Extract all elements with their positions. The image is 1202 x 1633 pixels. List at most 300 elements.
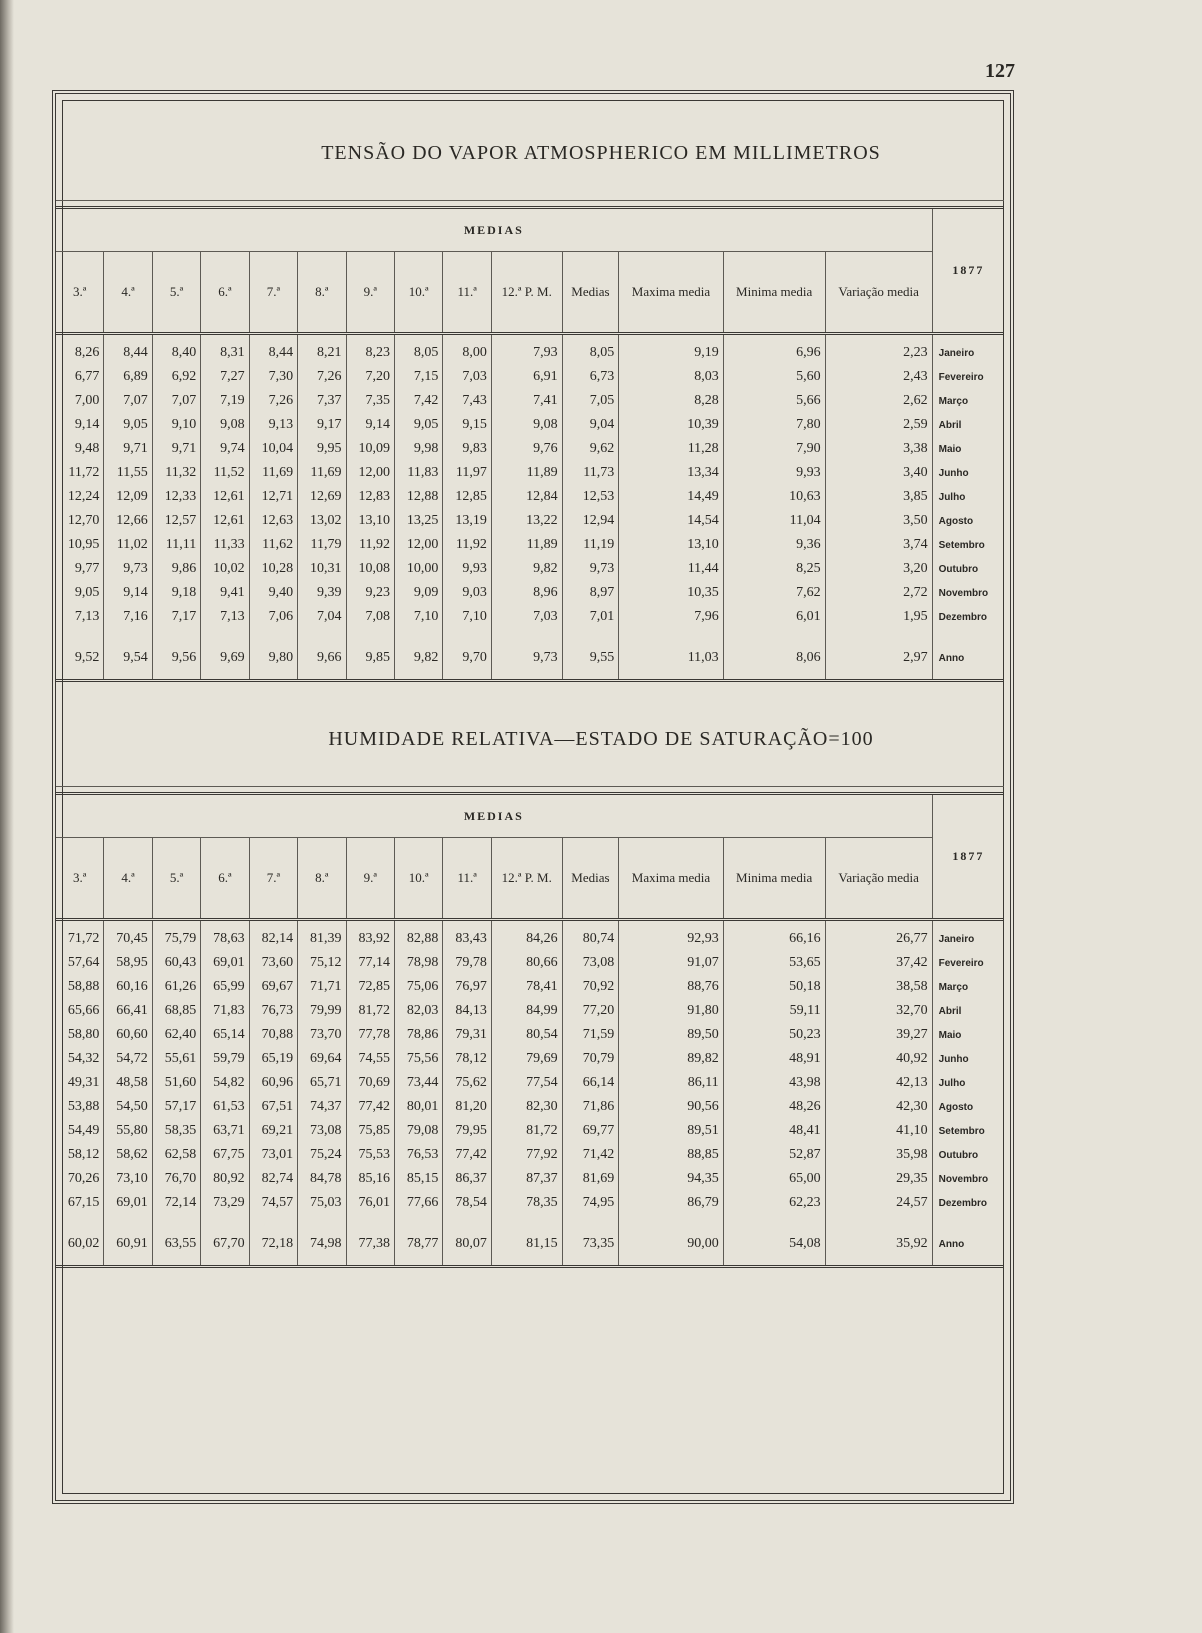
column-header: 4.ª — [104, 838, 152, 920]
table-cell: 7,26 — [298, 365, 346, 389]
table-cell: 8,26 — [74, 345, 100, 360]
table-cell: 60,96 — [249, 1071, 297, 1095]
table-cell: 84,78 — [298, 1167, 346, 1191]
table-cell: 10,63 — [723, 485, 825, 509]
table-cell: 9,98 — [394, 437, 442, 461]
column-header: 9.ª — [346, 838, 394, 920]
table-cell: 43,98 — [723, 1071, 825, 1095]
table-cell: 9,09 — [394, 581, 442, 605]
table-cell: 55,61 — [152, 1047, 200, 1071]
table-cell: 73,08 — [562, 951, 619, 975]
table-cell: 58,95 — [104, 951, 152, 975]
table-cell: 11,97 — [443, 461, 491, 485]
table-cell: 38,58 — [825, 975, 932, 999]
table-cell: 32,70 — [825, 999, 932, 1023]
table-cell: 10,28 — [249, 557, 297, 581]
table-cell: 12,84 — [491, 485, 562, 509]
row-label: Junho — [932, 461, 1004, 485]
table-cell: 12,61 — [201, 485, 249, 509]
table-cell: 48,41 — [723, 1119, 825, 1143]
spacer-cell — [932, 1215, 1004, 1229]
table-cell: 11,28 — [619, 437, 723, 461]
table-cell: 12,71 — [249, 485, 297, 509]
table-cell: 7,10 — [443, 605, 491, 629]
table-cell: 75,85 — [346, 1119, 394, 1143]
table-cell: 2,23 — [825, 334, 932, 366]
spacer-cell — [825, 629, 932, 643]
table-cell: 70,45 — [104, 920, 152, 952]
table-cell: 7,08 — [346, 605, 394, 629]
table-cell: 9,83 — [443, 437, 491, 461]
table-cell: 77,42 — [443, 1143, 491, 1167]
table-cell: 7,26 — [249, 389, 297, 413]
table-cell: 66,16 — [723, 920, 825, 952]
table-cell: 11,73 — [562, 461, 619, 485]
table-row — [56, 413, 1004, 437]
table-cell: 11,79 — [298, 533, 346, 557]
table-cell: 10,02 — [201, 557, 249, 581]
table-cell: 88,76 — [619, 975, 723, 999]
table-cell: 8,05 — [562, 334, 619, 366]
table-cell: 78,98 — [394, 951, 442, 975]
column-header: Maxima media — [619, 252, 723, 334]
table-cell: 9,14 — [346, 413, 394, 437]
table-cell: 9,10 — [152, 413, 200, 437]
table-cell: 9,95 — [298, 437, 346, 461]
spacer-cell — [491, 1215, 562, 1229]
table-cell: 7,20 — [346, 365, 394, 389]
table-cell: 84,26 — [491, 920, 562, 952]
table-cell: 81,72 — [346, 999, 394, 1023]
column-header-row — [56, 252, 1004, 334]
table-cell: 6,92 — [152, 365, 200, 389]
table-cell: 8,28 — [619, 389, 723, 413]
table-cell: 9,71 — [152, 437, 200, 461]
table-cell: 12,24 — [67, 489, 100, 504]
table-cell: 52,87 — [723, 1143, 825, 1167]
table-cell: 10,09 — [346, 437, 394, 461]
table-cell: 3,85 — [825, 485, 932, 509]
table-body — [56, 334, 1004, 681]
table-cell: 80,74 — [562, 920, 619, 952]
table-cell: 71,72 — [67, 931, 100, 946]
table-cell: 11,03 — [619, 643, 723, 681]
table-cell: 50,18 — [723, 975, 825, 999]
table-cell: 11,69 — [249, 461, 297, 485]
table-cell: 81,39 — [298, 920, 346, 952]
table-cell: 72,14 — [152, 1191, 200, 1215]
table-cell: 10,00 — [394, 557, 442, 581]
table-row — [56, 1119, 1004, 1143]
table-row — [56, 951, 1004, 975]
table-cell: 13,10 — [346, 509, 394, 533]
table-cell: 9,71 — [104, 437, 152, 461]
table-cell: 57,17 — [152, 1095, 200, 1119]
table-cell: 78,86 — [394, 1023, 442, 1047]
row-label: Março — [932, 975, 1004, 999]
table-cell: 7,27 — [201, 365, 249, 389]
table-row — [56, 365, 1004, 389]
table-cell: 12,53 — [562, 485, 619, 509]
spacer-cell — [152, 1215, 200, 1229]
table-cell: 71,42 — [562, 1143, 619, 1167]
table-cell: 9,74 — [201, 437, 249, 461]
table-cell: 7,17 — [152, 605, 200, 629]
table-cell: 7,35 — [346, 389, 394, 413]
table-cell: 78,54 — [443, 1191, 491, 1215]
table-row — [56, 920, 1004, 952]
table-cell: 86,37 — [443, 1167, 491, 1191]
table-row — [56, 334, 1004, 366]
table-cell: 12,66 — [104, 509, 152, 533]
table-cell: 69,21 — [249, 1119, 297, 1143]
table-2-top-rule — [56, 786, 1004, 787]
table-cell: 82,74 — [249, 1167, 297, 1191]
table-cell: 9,70 — [443, 643, 491, 681]
year-header: 1877 — [932, 794, 1004, 920]
table-cell: 3,50 — [825, 509, 932, 533]
table-cell: 12,83 — [346, 485, 394, 509]
table-cell: 75,56 — [394, 1047, 442, 1071]
column-header: 7.ª — [249, 838, 297, 920]
table-cell: 7,15 — [394, 365, 442, 389]
table-cell: 75,03 — [298, 1191, 346, 1215]
table-cell: 8,03 — [619, 365, 723, 389]
table-row — [56, 1023, 1004, 1047]
table-cell: 12,63 — [249, 509, 297, 533]
table-cell: 69,67 — [249, 975, 297, 999]
table-cell: 79,78 — [443, 951, 491, 975]
table-cell: 8,00 — [443, 334, 491, 366]
table-cell: 53,65 — [723, 951, 825, 975]
table-cell: 79,08 — [394, 1119, 442, 1143]
table-cell: 50,23 — [723, 1023, 825, 1047]
table-row — [56, 557, 1004, 581]
row-label: Outubro — [932, 1143, 1004, 1167]
table-cell: 9,15 — [443, 413, 491, 437]
table-cell: 11,92 — [346, 533, 394, 557]
table-cell: 9,05 — [394, 413, 442, 437]
column-header-row — [56, 838, 1004, 920]
table-cell: 75,24 — [298, 1143, 346, 1167]
table-cell: 2,62 — [825, 389, 932, 413]
table-cell: 8,25 — [723, 557, 825, 581]
column-header: 5.ª — [152, 838, 200, 920]
table-cell: 86,11 — [619, 1071, 723, 1095]
table-1-top-rule — [56, 200, 1004, 201]
table-cell: 13,22 — [491, 509, 562, 533]
table-cell: 13,10 — [619, 533, 723, 557]
table-cell: 11,33 — [201, 533, 249, 557]
table-cell: 9,66 — [298, 643, 346, 681]
table-cell: 11,11 — [152, 533, 200, 557]
table-cell: 12,57 — [152, 509, 200, 533]
table-cell: 7,07 — [152, 389, 200, 413]
column-header: 7.ª — [249, 252, 297, 334]
table-cell: 6,91 — [491, 365, 562, 389]
spacer-row — [56, 629, 1004, 643]
spacer-cell — [249, 629, 297, 643]
table-cell: 65,66 — [67, 1003, 100, 1018]
table-cell: 12,94 — [562, 509, 619, 533]
table-cell: 12,00 — [346, 461, 394, 485]
row-label: Dezembro — [932, 1191, 1004, 1215]
table-cell: 79,31 — [443, 1023, 491, 1047]
column-header: Minima media — [723, 838, 825, 920]
table-cell: 2,72 — [825, 581, 932, 605]
table-cell: 9,41 — [201, 581, 249, 605]
row-label: Julho — [932, 1071, 1004, 1095]
table-cell: 9,73 — [104, 557, 152, 581]
vapor-pressure-table — [56, 206, 1004, 682]
table-cell: 75,62 — [443, 1071, 491, 1095]
row-label: Anno — [932, 1229, 1004, 1267]
table-cell: 62,40 — [152, 1023, 200, 1047]
row-label: Janeiro — [932, 920, 1004, 952]
table-cell: 49,31 — [67, 1075, 100, 1090]
table-cell: 58,12 — [67, 1147, 100, 1162]
table-cell: 58,62 — [104, 1143, 152, 1167]
table-cell: 85,16 — [346, 1167, 394, 1191]
row-label: Julho — [932, 485, 1004, 509]
column-header: Variação media — [825, 252, 932, 334]
table-cell: 9,40 — [249, 581, 297, 605]
table-cell: 10,95 — [67, 537, 100, 552]
table-cell: 76,73 — [249, 999, 297, 1023]
table-cell: 9,14 — [74, 417, 100, 432]
table-cell: 7,42 — [394, 389, 442, 413]
spacer-cell — [394, 1215, 442, 1229]
table-cell: 7,43 — [443, 389, 491, 413]
table-cell: 12,85 — [443, 485, 491, 509]
table-cell: 60,16 — [104, 975, 152, 999]
table-cell: 9,77 — [74, 561, 100, 576]
table-cell: 73,29 — [201, 1191, 249, 1215]
table-cell: 9,05 — [104, 413, 152, 437]
table-cell: 73,08 — [298, 1119, 346, 1143]
table-cell: 1,95 — [825, 605, 932, 629]
table-cell: 54,50 — [104, 1095, 152, 1119]
table-cell: 67,51 — [249, 1095, 297, 1119]
spacer-cell — [201, 629, 249, 643]
table-cell: 11,69 — [298, 461, 346, 485]
spacer-cell — [104, 1215, 152, 1229]
table-cell: 6,96 — [723, 334, 825, 366]
table-cell: 11,55 — [104, 461, 152, 485]
table-cell: 48,26 — [723, 1095, 825, 1119]
table-cell: 7,96 — [619, 605, 723, 629]
table-cell: 29,35 — [825, 1167, 932, 1191]
table-row — [56, 605, 1004, 629]
table-cell: 60,43 — [152, 951, 200, 975]
table-cell: 12,61 — [201, 509, 249, 533]
table-2-title: HUMIDADE RELATIVA—ESTADO DE SATURAÇÃO=100 — [328, 728, 874, 750]
table-cell: 9,03 — [443, 581, 491, 605]
table-cell: 42,13 — [825, 1071, 932, 1095]
table-cell: 9,13 — [249, 413, 297, 437]
medias-group-header: MEDIAS — [56, 794, 932, 838]
table-cell: 7,13 — [201, 605, 249, 629]
table-cell: 73,60 — [249, 951, 297, 975]
spacer-cell — [201, 1215, 249, 1229]
table-cell: 73,44 — [394, 1071, 442, 1095]
table-cell: 70,92 — [562, 975, 619, 999]
table-cell: 9,08 — [201, 413, 249, 437]
table-cell: 9,76 — [491, 437, 562, 461]
table-cell: 3,38 — [825, 437, 932, 461]
table-cell: 7,06 — [249, 605, 297, 629]
table-cell: 12,00 — [394, 533, 442, 557]
table-cell: 51,60 — [152, 1071, 200, 1095]
table-row — [56, 1167, 1004, 1191]
table-cell: 41,10 — [825, 1119, 932, 1143]
table-cell: 11,52 — [201, 461, 249, 485]
spacer-cell — [562, 629, 619, 643]
table-cell: 66,41 — [104, 999, 152, 1023]
table-cell: 58,88 — [67, 979, 100, 994]
table-cell: 9,86 — [152, 557, 200, 581]
table-cell: 67,70 — [201, 1229, 249, 1267]
table-cell: 8,21 — [298, 334, 346, 366]
table-cell: 77,54 — [491, 1071, 562, 1095]
table-cell: 3,74 — [825, 533, 932, 557]
row-label: Agosto — [932, 509, 1004, 533]
table-row — [56, 1071, 1004, 1095]
row-label: Maio — [932, 437, 1004, 461]
spacer-cell — [723, 1215, 825, 1229]
spacer-cell — [825, 1215, 932, 1229]
table-cell: 11,62 — [249, 533, 297, 557]
table-cell: 7,05 — [562, 389, 619, 413]
table-cell: 8,05 — [394, 334, 442, 366]
table-cell: 60,02 — [56, 1229, 104, 1267]
table-cell: 69,64 — [298, 1047, 346, 1071]
row-label: Agosto — [932, 1095, 1004, 1119]
annual-row — [56, 1229, 1004, 1267]
table-cell: 2,43 — [825, 365, 932, 389]
table-cell: 9,62 — [562, 437, 619, 461]
table-cell: 6,73 — [562, 365, 619, 389]
table-cell: 73,10 — [104, 1167, 152, 1191]
table-cell: 71,59 — [562, 1023, 619, 1047]
column-header: Minima media — [723, 252, 825, 334]
spacer-cell — [562, 1215, 619, 1229]
column-header: 4.ª — [104, 252, 152, 334]
table-cell: 89,51 — [619, 1119, 723, 1143]
table-cell: 9,80 — [249, 643, 297, 681]
table-cell: 35,92 — [825, 1229, 932, 1267]
row-label: Fevereiro — [932, 951, 1004, 975]
table-cell: 13,25 — [394, 509, 442, 533]
table-cell: 11,02 — [104, 533, 152, 557]
table-cell: 7,01 — [562, 605, 619, 629]
spacer-cell — [346, 629, 394, 643]
table-cell: 68,85 — [152, 999, 200, 1023]
table-cell: 80,66 — [491, 951, 562, 975]
row-label: Março — [932, 389, 1004, 413]
table-cell: 74,98 — [298, 1229, 346, 1267]
table-cell: 79,99 — [298, 999, 346, 1023]
table-cell: 9,48 — [74, 441, 100, 456]
row-label: Novembro — [932, 581, 1004, 605]
table-cell: 8,06 — [723, 643, 825, 681]
table-cell: 54,72 — [104, 1047, 152, 1071]
column-header: 6.ª — [201, 252, 249, 334]
table-cell: 55,80 — [104, 1119, 152, 1143]
row-label: Fevereiro — [932, 365, 1004, 389]
spacer-cell — [152, 629, 200, 643]
table-cell: 78,63 — [201, 920, 249, 952]
table-cell: 9,04 — [562, 413, 619, 437]
table-cell: 77,14 — [346, 951, 394, 975]
table-cell: 6,89 — [104, 365, 152, 389]
table-cell: 90,56 — [619, 1095, 723, 1119]
table-cell: 74,37 — [298, 1095, 346, 1119]
table-cell: 12,09 — [104, 485, 152, 509]
table-cell: 94,35 — [619, 1167, 723, 1191]
table-cell: 11,32 — [152, 461, 200, 485]
table-cell: 8,97 — [562, 581, 619, 605]
table-row — [56, 581, 1004, 605]
table-cell: 84,99 — [491, 999, 562, 1023]
row-label: Abril — [932, 999, 1004, 1023]
relative-humidity-table — [56, 792, 1004, 1268]
row-label: Abril — [932, 413, 1004, 437]
table-cell: 85,15 — [394, 1167, 442, 1191]
table-row — [56, 389, 1004, 413]
table-cell: 40,92 — [825, 1047, 932, 1071]
table-cell: 69,77 — [562, 1119, 619, 1143]
table-cell: 42,30 — [825, 1095, 932, 1119]
table-cell: 7,16 — [104, 605, 152, 629]
table-cell: 37,42 — [825, 951, 932, 975]
table-cell: 9,08 — [491, 413, 562, 437]
table-row — [56, 437, 1004, 461]
spacer-cell — [298, 1215, 346, 1229]
table-cell: 75,79 — [152, 920, 200, 952]
book-spine-shadow — [0, 0, 14, 1633]
table-cell: 9,19 — [619, 334, 723, 366]
column-header: 3.ª — [56, 838, 104, 920]
spacer-cell — [56, 1215, 104, 1229]
column-header: Medias — [562, 838, 619, 920]
column-header: 10.ª — [394, 838, 442, 920]
table-cell: 7,10 — [394, 605, 442, 629]
table-cell: 61,53 — [201, 1095, 249, 1119]
table-cell: 87,37 — [491, 1167, 562, 1191]
table-cell: 8,44 — [104, 334, 152, 366]
table-cell: 9,54 — [104, 643, 152, 681]
table-cell: 6,77 — [74, 369, 100, 384]
table-cell: 86,79 — [619, 1191, 723, 1215]
table-cell: 7,03 — [491, 605, 562, 629]
table-cell: 62,58 — [152, 1143, 200, 1167]
table-cell: 9,93 — [723, 461, 825, 485]
table-cell: 71,83 — [201, 999, 249, 1023]
table-cell: 11,83 — [394, 461, 442, 485]
table-cell: 9,52 — [56, 643, 104, 681]
table-cell: 65,99 — [201, 975, 249, 999]
table-cell: 62,23 — [723, 1191, 825, 1215]
table-cell: 14,49 — [619, 485, 723, 509]
table-cell: 3,40 — [825, 461, 932, 485]
column-header: 5.ª — [152, 252, 200, 334]
table-cell: 10,35 — [619, 581, 723, 605]
table-cell: 71,71 — [298, 975, 346, 999]
table-cell: 10,31 — [298, 557, 346, 581]
table-cell: 9,23 — [346, 581, 394, 605]
table-cell: 65,00 — [723, 1167, 825, 1191]
